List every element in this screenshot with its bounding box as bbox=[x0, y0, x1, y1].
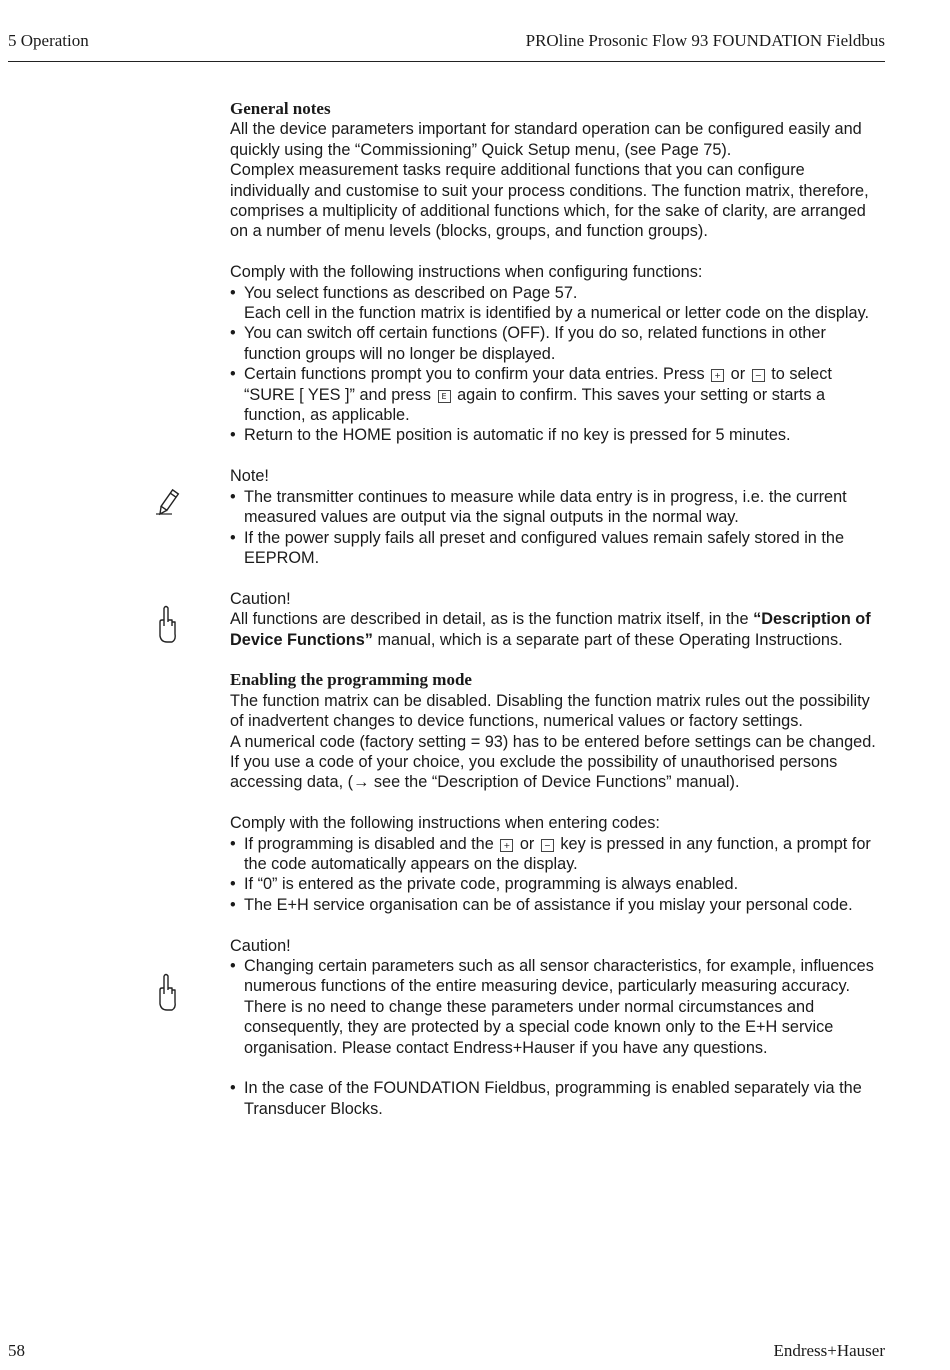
page-number: 58 bbox=[8, 1341, 25, 1360]
header-title: PROline Prosonic Flow 93 FOUNDATION Fieldbus bbox=[525, 31, 885, 50]
caution-hand-icon bbox=[152, 972, 186, 1012]
page-header bbox=[8, 31, 885, 62]
manual-reference: “Description of Device Functions” bbox=[230, 610, 871, 649]
caution-text: All functions are described in detail, as is the function matrix itself, in the “Description of Device Functions” manual, which is a separate part of these Operating Instructions. bbox=[230, 610, 871, 649]
configuring-list bbox=[230, 283, 886, 446]
codes-list bbox=[230, 834, 886, 916]
caution-title: Caution! bbox=[230, 589, 291, 608]
enabling-paragraph: The function matrix can be disabled. Disabling the function matrix rules out the possibility of inadvertent changes to device functions, numerical values or factory settings. bbox=[230, 691, 870, 731]
list-item: • Changing certain parameters such as all sensor characteristics, for example, influences numerous functions of the entire measuring device, particularly measuring accuracy. There is no need to change these parameters under normal circumstances and consequently, they are protected by a special code known only to the E+H service organisation. Please contact Endress+Hauser if you have any questions. bbox=[230, 956, 886, 1058]
note-list bbox=[230, 487, 886, 569]
minus-key-icon: − bbox=[541, 839, 554, 852]
page-content bbox=[230, 99, 886, 1119]
enabling-heading: Enabling the programming mode bbox=[230, 670, 472, 690]
caution-list bbox=[230, 1078, 886, 1119]
list-item: • The E+H service organisation can be of assistance if you mislay your personal code. bbox=[230, 895, 886, 915]
list-item: • In the case of the FOUNDATION Fieldbus, programming is enabled separately via the Transducer Blocks. bbox=[230, 1078, 886, 1119]
caution-hand-icon bbox=[152, 604, 186, 644]
list-item: • If the power supply fails all preset and configured values remain safely stored in the EEPROM. bbox=[230, 528, 886, 569]
brand-name: Endress+Hauser bbox=[773, 1341, 885, 1360]
general-notes-heading: General notes bbox=[230, 99, 331, 118]
list-item: • Return to the HOME position is automatic if no key is pressed for 5 minutes. bbox=[230, 425, 886, 445]
caution-list bbox=[230, 956, 886, 1058]
plus-key-icon: + bbox=[711, 369, 724, 382]
note-title: Note! bbox=[230, 467, 269, 486]
list-item: • You select functions as described on Page 57. Each cell in the function matrix is identified by a numerical or letter code on the display. bbox=[230, 283, 886, 324]
enabling-paragraph: A numerical code (factory setting = 93) has to be entered before settings can be changed. If you use a code of your choice, you exclude the possibility of unauthorised persons accessing data, (→ see the “Description of Device Functions” manual). bbox=[230, 732, 876, 792]
list-item: • If programming is disabled and the + or − key is pressed in any function, a prompt for the code automatically appears on the display. bbox=[230, 834, 886, 875]
caution-title: Caution! bbox=[230, 936, 291, 955]
note-pencil-icon bbox=[152, 488, 186, 528]
general-notes-paragraph: Complex measurement tasks require additional functions that you can configure individually and customise to suit your process conditions. The function matrix, therefore, comprises a multiplicity of additional functions which, for the sake of clarity, are arranged on a number of menu levels (blocks, groups, and function groups). bbox=[230, 161, 869, 241]
plus-key-icon: + bbox=[500, 839, 513, 852]
header-section: 5 Operation bbox=[8, 31, 89, 50]
general-notes-paragraph: All the device parameters important for standard operation can be configured easily and quickly using the “Commissioning” Quick Setup menu, (see Page 75). bbox=[230, 120, 862, 159]
list-item: • The transmitter continues to measure while data entry is in progress, i.e. the current measured values are output via the signal outputs in the normal way. bbox=[230, 487, 886, 528]
minus-key-icon: − bbox=[752, 369, 765, 382]
configuring-intro: Comply with the following instructions when configuring functions: bbox=[230, 263, 703, 282]
enter-key-icon: E bbox=[438, 390, 451, 403]
list-item: • Certain functions prompt you to confirm your data entries. Press + or − to select “SURE [ YES ]” and press E again to confirm. This saves your setting or starts a function, as applicable. bbox=[230, 364, 886, 425]
codes-intro: Comply with the following instructions when entering codes: bbox=[230, 814, 660, 833]
list-item: • You can switch off certain functions (OFF). If you do so, related functions in other function groups will no longer be displayed. bbox=[230, 323, 886, 364]
list-item: • If “0” is entered as the private code, programming is always enabled. bbox=[230, 874, 886, 894]
